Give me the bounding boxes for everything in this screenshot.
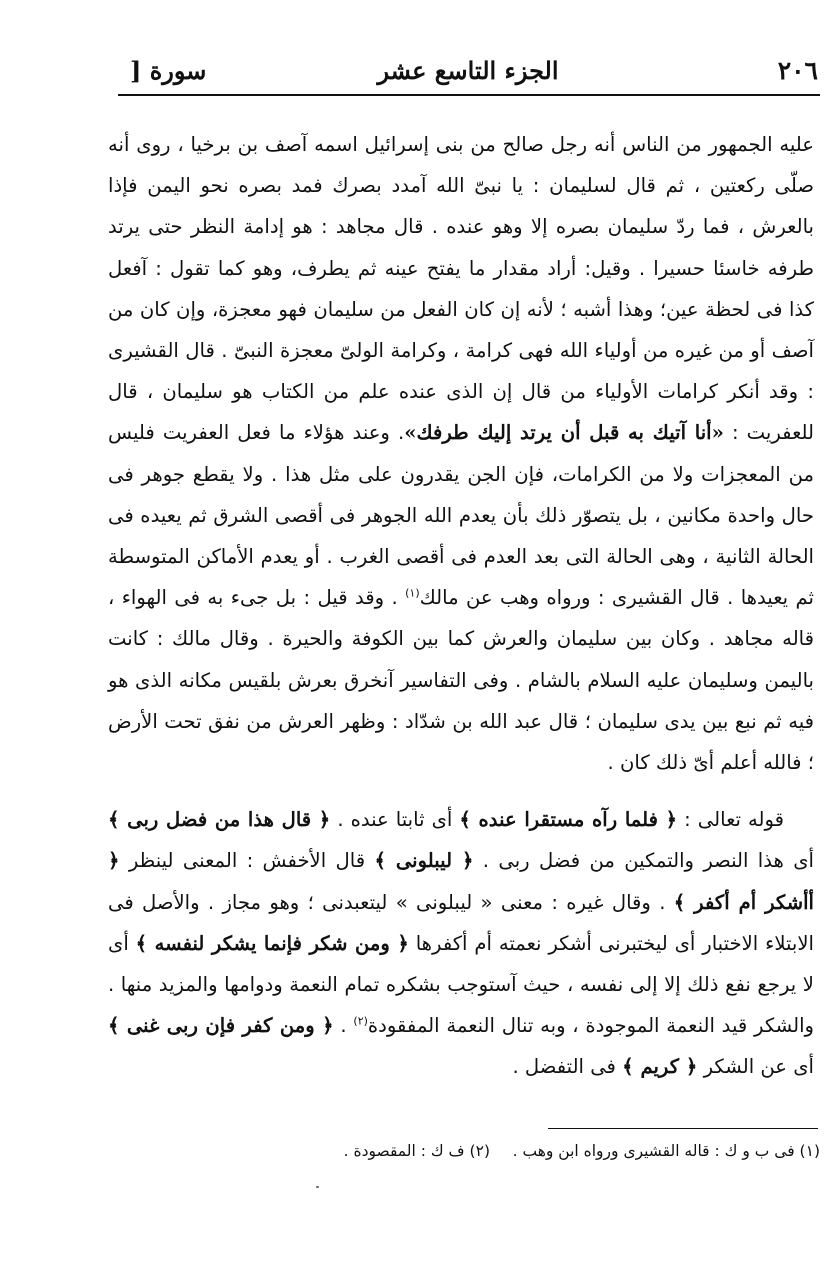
text-run: أى لا يرجع نفع ذلك إلا إلى نفسه ، حيث آستوجب بشكره تمام النعمة ودوامها والمزيد منها . والشكر قيد النعمة الموجودة ، وبه تنال النعمة المفقودة xyxy=(108,931,815,1038)
text-run: أى ثابتا عنده . xyxy=(330,808,460,832)
text-run: قوله تعالى : xyxy=(677,808,784,832)
footnote-rule xyxy=(548,1128,818,1129)
page-number: ٢٠٦ xyxy=(777,56,818,85)
text-run: أى هذا النصر والتمكين من فضل ربى . xyxy=(473,849,814,873)
surah-label: سورة [ xyxy=(130,56,207,85)
paragraph-2 xyxy=(108,799,814,1087)
paragraph-1 xyxy=(108,124,814,783)
header-rule xyxy=(118,94,820,96)
quran-quote: ﴿ كريم ﴾ xyxy=(622,1055,698,1079)
text-run: . xyxy=(333,1014,354,1038)
quran-quote: ﴿ قال هذا من فضل ربى ﴾ xyxy=(108,808,331,832)
text-run: . وقد قيل : بل جىء به فى الهواء ، قاله مجاهد . وكان بين سليمان والعرش كما بين الكوفة والحيرة . وقال مالك : كانت باليمن وسليمان عليه السلام بالشام . وفى التفاسير آنخرق بعرش بلقيس مكانه الذى هو فيه ثم نبع بين يدى سليمان ؛ قال عبد الله بن شدّاد : وظهر العرش من نفق تحت الأرض ؛ فالله أعلم أىّ ذلك كان . xyxy=(108,586,814,775)
quran-quote: ﴿ ومن كفر فإن ربى غنى ﴾ xyxy=(108,1014,334,1038)
footnote-marker-1: (١) xyxy=(405,586,420,600)
quran-quote: ﴿ ليبلونى ﴾ xyxy=(374,849,474,873)
text-run: . وعند هؤلاء ما فعل العفريت فليس من المعجزات ولا من الكرامات، فإن الجن يقدرون على مثل هذا . ولا يقطع جوهر فى حال واحدة مكانين ، بل يتصوّر ذلك بأن يعدم الله الجوهر فى أقصى الشرق ثم يعيده فى الحالة الثانية ، وهى الحالة التى بعد العدم فى أقصى الغرب . أو يعدم الأماكن المتوسطة ثم يعيدها . قال القشيرى : ورواه وهب عن مالك xyxy=(108,421,815,610)
footnote-1: (١) فى ب و ك : قاله القشيرى ورواه ابن وهب . xyxy=(512,1142,820,1160)
text-run: فى التفضل . xyxy=(512,1055,623,1079)
part-title: الجزء التاسع عشر xyxy=(377,56,559,85)
quran-quote: ﴿ فلما رآه مستقرا عنده ﴾ xyxy=(459,808,678,832)
footnote-2: (٢) ف ك : المقصودة . xyxy=(343,1142,490,1160)
quran-quote: ﴿ أأشكر أم أكفر ﴾ xyxy=(108,849,815,914)
text-run: . وقال غيره : معنى « ليبلونى » ليتعبدنى ؛ وهو مجاز . والأصل فى الابتلاء الاختبار أى ليختبرنى أشكر نعمته أم أكفرها xyxy=(108,890,814,955)
text-run: عليه الجمهور من الناس أنه رجل صالح من بنى إسرائيل اسمه آصف بن برخيا ، روى أنه صلّى ركعتين ، ثم قال لسليمان : يا نبىّ الله آمدد بصرك فمد بصره نحو اليمن فإذا بالعرش ، فما ردّ سليمان بصره إلا وهو عنده . قال مجاهد : هو إدامة النظر حتى يرتد طرفه خاسئا حسيرا . وقيل: أراد مقدار ما يفتح عينه ثم يطرف، وهو كما تقول : آفعل كذا فى لحظة عين؛ وهذا أشبه ؛ لأنه إن كان الفعل من سليمان فهو معجزة، وإن كان من آصف أو من غيره من أولياء الله فهى كرامة ، وكرامة الولىّ معجزة النبىّ . قال القشيرى : وقد أنكر كرامات الأولياء من قال إن الذى عنده علم من الكتاب هو سليمان ، قال للعفريت : xyxy=(108,133,814,445)
text-run: قال الأخفش : المعنى لينظر xyxy=(119,849,375,873)
quran-quote: «أنا آتيك به قبل أن يرتد إليك طرفك» xyxy=(404,421,724,445)
footnote-marker-2: (٢) xyxy=(353,1014,368,1028)
text-run: أى عن الشكر xyxy=(697,1055,814,1079)
print-speck xyxy=(316,1186,319,1188)
running-header xyxy=(118,52,818,96)
body-text xyxy=(108,124,814,1088)
quran-quote: ﴿ ومن شكر فإنما يشكر لنفسه ﴾ xyxy=(135,931,409,955)
